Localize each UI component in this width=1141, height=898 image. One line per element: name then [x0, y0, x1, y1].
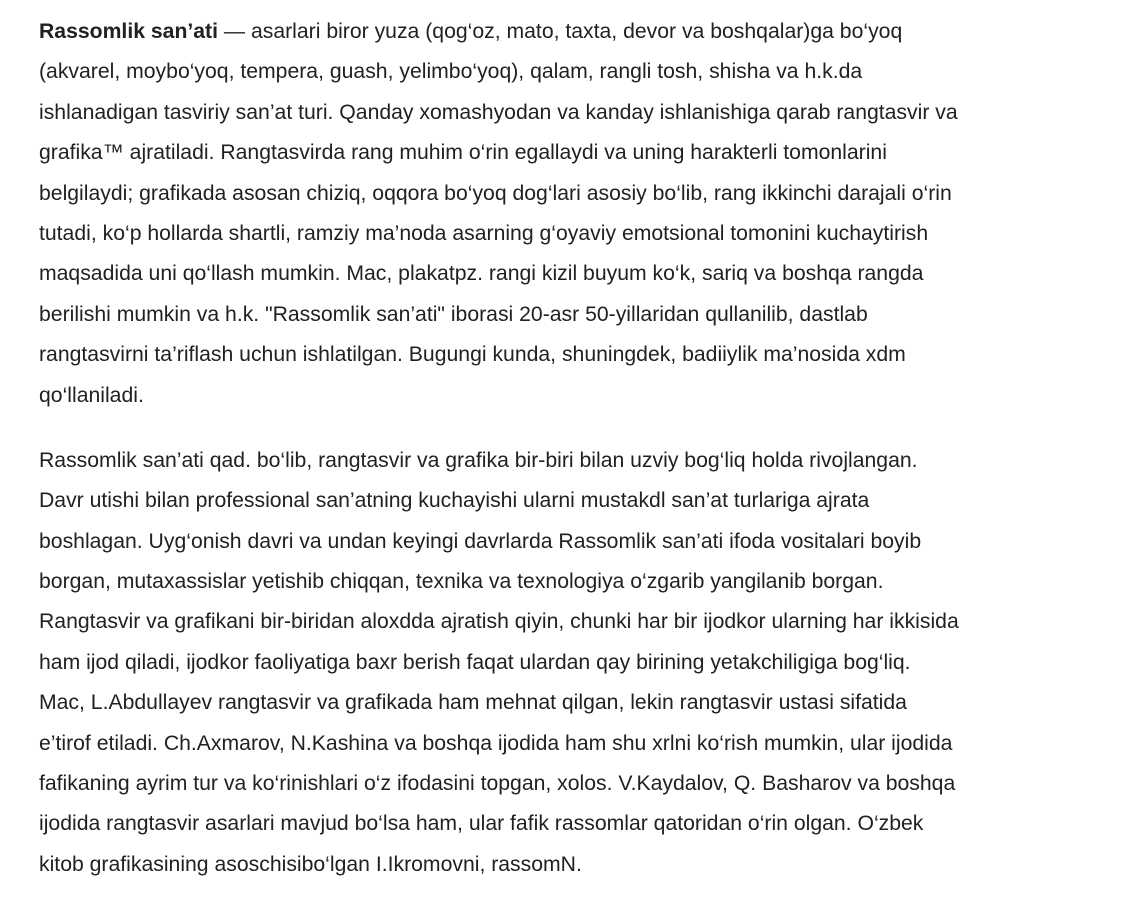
text-line — [39, 12, 1121, 52]
text-line: ishlanadigan tasviriy san’at turi. Qanday xomashyodan va kanday ishlanishiga qarab rangtasvir va — [39, 100, 958, 124]
text-line: ijodida rangtasvir asarlari mavjud bo‘lsa ham, ular fafik rassomlar qatoridan o‘rin olgan. O‘zbek — [39, 812, 924, 836]
text-line: qo‘llaniladi. — [39, 383, 144, 407]
article-term: Rassomlik san’ati — [39, 20, 218, 43]
text-line: ham ijod qiladi, ijodkor faoliyatiga baxr berish faqat ulardan qay birining yetakchiligiga bog‘liq. — [39, 650, 911, 674]
text-line: grafika™ ajratiladi. Rangtasvirda rang muhim o‘rin egallaydi va uning harakterli tomonlarini — [39, 141, 887, 165]
text-line: Rassomlik san’ati qad. bo‘lib, rangtasvir va grafika bir-biri bilan uzviy bog‘liq holda rivojlangan. — [39, 448, 918, 472]
text-line: Davr utishi bilan professional san’atning kuchayishi ularni mustakdl san’at turlariga ajrata — [39, 489, 870, 513]
text-line: tutadi, ko‘p hollarda shartli, ramziy ma’noda asarning g‘oyaviy emotsional tomonini kuchaytirish — [39, 221, 929, 245]
text-line: kitob grafikasining asoschisibo‘lgan I.Ikromovni, rassomN. — [39, 852, 582, 876]
text-line: rangtasvirni ta’riflash uchun ishlatilgan. Bugungi kunda, shuningdek, badiiylik ma’nosida xdm — [39, 343, 906, 367]
text-line: (akvarel, moybo‘yoq, tempera, guash, yelimbo‘yoq), qalam, rangli tosh, shisha va h.k.da — [39, 60, 863, 84]
text-line: belgilaydi; grafikada asosan chiziq, oqqora bo‘yoq dog‘lari asosiy bo‘lib, rang ikkinchi darajali o‘rin — [39, 181, 952, 205]
paragraph-1 — [39, 12, 1121, 416]
text-line: maqsadida uni qo‘llash mumkin. Mac, plakatpz. rangi kizil buyum ko‘k, sariq va boshqa rangda — [39, 262, 924, 286]
text-line: boshlagan. Uyg‘onish davri va undan keyingi davrlarda Rassomlik san’ati ifoda vositalari boyib — [39, 529, 922, 553]
text-line: e’tirof etiladi. Ch.Axmarov, N.Kashina va boshqa ijodida ham shu xrlni ko‘rish mumkin, ular ijodida — [39, 731, 953, 755]
text-line: fafikaning ayrim tur va ko‘rinishlari o‘z ifodasini topgan, xolos. V.Kaydalov, Q. Basharov va boshqa — [39, 772, 956, 796]
text-line: berilishi mumkin va h.k. "Rassomlik san’ati" iborasi 20-asr 50-yillaridan qullanilib, dastlab — [39, 302, 868, 326]
paragraph-2 — [39, 441, 1121, 885]
text-line-content: — asarlari biror yuza (qog‘oz, mato, taxta, devor va boshqalar)ga bo‘yoq — [218, 20, 903, 43]
text-line: Mac, L.Abdullayev rangtasvir va grafikada ham mehnat qilgan, lekin rangtasvir ustasi sifatida — [39, 691, 907, 715]
text-line: borgan, mutaxassislar yetishib chiqqan, texnika va texnologiya o‘zgarib yangilanib borgan. — [39, 570, 884, 594]
text-line: Rangtasvir va grafikani bir-biridan aloxdda ajratish qiyin, chunki har bir ijodkor ularning har ikkisida — [39, 610, 959, 634]
